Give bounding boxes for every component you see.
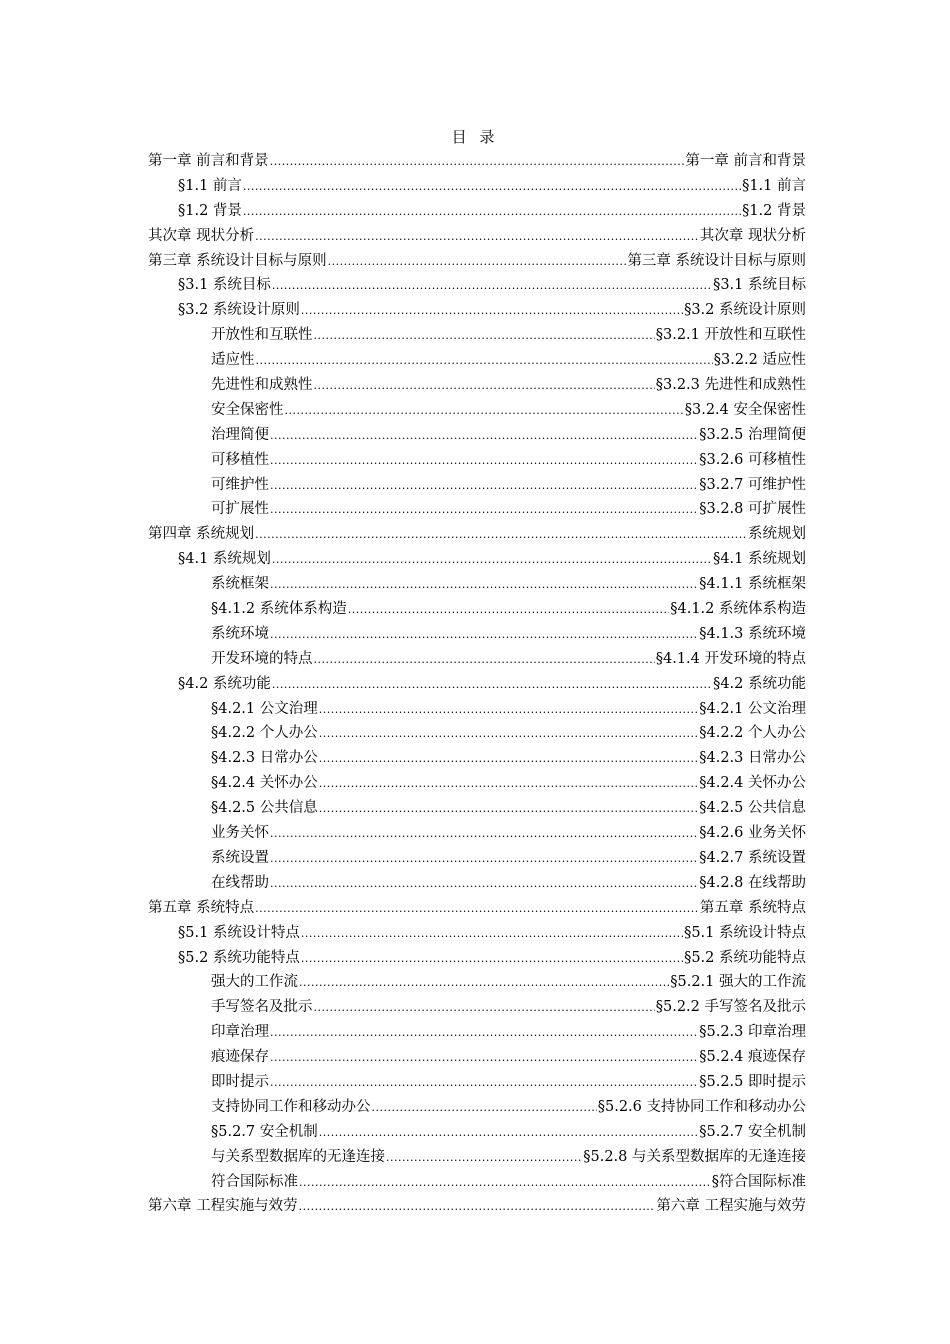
toc-entry-title: 印章治理	[211, 1024, 269, 1041]
toc-entry-reference: §5.2.2 手写签名及批示	[655, 999, 806, 1016]
toc-entry[interactable]	[148, 348, 806, 373]
toc-entry-reference: §3.2.2 适应性	[713, 352, 806, 369]
toc-dot-leader	[270, 847, 698, 872]
toc-entry-title: 安全保密性	[211, 401, 284, 418]
toc-dot-leader	[255, 897, 699, 922]
toc-entry-reference: 第一章 前言和背景	[685, 153, 806, 169]
toc-dot-leader	[299, 971, 669, 996]
toc-entry-title: §5.2 系统功能特点	[178, 949, 300, 966]
toc-entry[interactable]	[148, 1095, 806, 1120]
toc-entry-title: 第五章 系统特点	[148, 899, 255, 916]
toc-entry-reference: §3.2.1 开放性和互联性	[655, 327, 806, 344]
toc-dot-leader	[270, 822, 698, 847]
toc-entry-title: §4.2.1 公文治理	[211, 700, 318, 717]
toc-entry-reference: §4.2.7 系统设置	[699, 849, 806, 866]
toc-entry[interactable]	[148, 398, 806, 423]
toc-dot-leader	[255, 523, 747, 548]
toc-entry[interactable]	[148, 298, 806, 323]
toc-entry[interactable]	[148, 746, 806, 771]
toc-entry-title: 符合国际标准	[211, 1173, 298, 1190]
toc-entry[interactable]	[148, 224, 806, 249]
toc-entry[interactable]	[148, 995, 806, 1020]
toc-dot-leader	[314, 374, 655, 399]
toc-entry-reference: §5.2.8 与关系型数据库的无逢连接	[583, 1148, 806, 1165]
toc-entry-title: 适应性	[211, 352, 255, 369]
toc-entry-reference: 系统规划	[748, 526, 806, 543]
toc-entry-title: 开发环境的特点	[211, 650, 313, 667]
toc-dot-leader	[299, 1195, 656, 1220]
toc-dot-leader	[270, 498, 698, 523]
toc-entry-reference: §3.2.5 治理简便	[699, 426, 806, 443]
toc-dot-leader	[299, 1171, 711, 1196]
toc-dot-leader	[272, 673, 712, 698]
toc-entry[interactable]	[148, 1145, 806, 1170]
toc-entry[interactable]	[148, 473, 806, 498]
toc-dot-leader	[319, 747, 698, 772]
toc-dot-leader	[270, 150, 685, 175]
toc-entry[interactable]	[148, 497, 806, 522]
toc-entry-title: 先进性和成熟性	[211, 377, 313, 394]
toc-dot-leader	[255, 225, 699, 250]
toc-entry-reference: §4.1.3 系统环境	[699, 625, 806, 642]
toc-dot-leader	[319, 698, 698, 723]
toc-entry[interactable]	[148, 273, 806, 298]
toc-entry-title: 治理简便	[211, 426, 269, 443]
toc-entry-reference: 第五章 系统特点	[699, 899, 806, 916]
toc-entry-reference: §5.2.3 印章治理	[699, 1024, 806, 1041]
toc-dot-leader	[319, 1121, 698, 1146]
toc-entry-title: 系统环境	[211, 625, 269, 642]
toc-dot-leader	[270, 1021, 698, 1046]
toc-entry[interactable]	[148, 373, 806, 398]
toc-list	[148, 149, 806, 1219]
toc-dot-leader	[301, 947, 683, 972]
toc-entry-title: §1.2 背景	[178, 202, 242, 219]
toc-entry-reference: §符合国际标准	[711, 1173, 806, 1190]
toc-entry-title: §4.2 系统功能	[178, 675, 271, 692]
toc-dot-leader	[243, 200, 741, 225]
toc-entry-reference: §3.2 系统设计原则	[684, 302, 806, 319]
toc-dot-leader	[328, 250, 627, 275]
toc-dot-leader	[270, 573, 698, 598]
toc-entry[interactable]	[148, 921, 806, 946]
toc-entry[interactable]	[148, 423, 806, 448]
toc-entry-reference: §4.2.3 日常办公	[699, 750, 806, 767]
toc-entry-reference: §4.2.8 在线帮助	[699, 874, 806, 891]
toc-dot-leader	[348, 598, 669, 623]
toc-dot-leader	[270, 424, 698, 449]
toc-entry[interactable]	[148, 672, 806, 697]
toc-entry-reference: §3.2.6 可移植性	[699, 451, 806, 468]
toc-dot-leader	[372, 1096, 597, 1121]
toc-entry-title: 在线帮助	[211, 874, 269, 891]
toc-entry[interactable]	[148, 771, 806, 796]
toc-entry-title: §4.1 系统规划	[178, 551, 271, 568]
toc-entry[interactable]	[148, 547, 806, 572]
toc-dot-leader	[272, 274, 712, 299]
toc-entry[interactable]	[148, 597, 806, 622]
toc-entry-reference: 第六章 工程实施与效劳	[656, 1198, 806, 1215]
toc-entry-title: 可扩展性	[211, 501, 269, 518]
toc-entry-title: 第三章 系统设计目标与原则	[148, 252, 327, 269]
toc-entry[interactable]	[148, 697, 806, 722]
toc-entry-reference: §4.1 系统规划	[713, 551, 806, 568]
toc-entry-title: §4.2.5 公共信息	[211, 800, 318, 817]
toc-dot-leader	[319, 772, 698, 797]
toc-entry-title: §3.1 系统目标	[178, 277, 271, 294]
toc-entry-reference: §4.2 系统功能	[713, 675, 806, 692]
toc-entry-title: 可移植性	[211, 451, 269, 468]
toc-dot-leader	[319, 722, 698, 747]
toc-entry-reference: 第三章 系统设计目标与原则	[627, 252, 806, 269]
toc-entry-title: 其次章 现状分析	[148, 227, 255, 244]
toc-entry-title: 第四章 系统规划	[148, 526, 255, 543]
toc-entry[interactable]	[148, 1120, 806, 1145]
toc-entry[interactable]	[148, 572, 806, 597]
toc-dot-leader	[301, 922, 683, 947]
toc-entry[interactable]	[148, 448, 806, 473]
toc-entry-reference: §4.2.4 关怀办公	[699, 775, 806, 792]
toc-entry-title: 痕迹保存	[211, 1049, 269, 1066]
toc-entry-reference: §4.2.6 业务关怀	[699, 825, 806, 842]
toc-entry-reference: §4.1.2 系统体系构造	[670, 601, 806, 618]
toc-entry-title: 可维护性	[211, 476, 269, 493]
toc-entry-title: 即时提示	[211, 1073, 269, 1090]
toc-entry-reference: §3.2.3 先进性和成熟性	[655, 377, 806, 394]
toc-entry[interactable]	[148, 149, 806, 174]
toc-entry-title: 强大的工作流	[211, 974, 298, 991]
toc-entry-title: 第六章 工程实施与效劳	[148, 1198, 298, 1215]
toc-entry[interactable]	[148, 821, 806, 846]
toc-entry[interactable]	[148, 647, 806, 672]
toc-entry[interactable]	[148, 1045, 806, 1070]
toc-dot-leader	[386, 1146, 582, 1171]
toc-entry-title: §4.2.4 关怀办公	[211, 775, 318, 792]
toc-dot-leader	[270, 449, 698, 474]
toc-entry[interactable]	[148, 946, 806, 971]
toc-entry-reference: §3.2.4 安全保密性	[684, 401, 806, 418]
toc-entry-reference: §4.1.4 开发环境的特点	[655, 650, 806, 667]
toc-dot-leader	[270, 623, 698, 648]
toc-entry-title: 手写签名及批示	[211, 999, 313, 1016]
toc-entry-reference: §5.2.5 即时提示	[699, 1073, 806, 1090]
toc-entry-title: §5.1 系统设计特点	[178, 924, 300, 941]
toc-entry-title: §3.2 系统设计原则	[178, 302, 300, 319]
toc-entry[interactable]	[148, 871, 806, 896]
toc-entry[interactable]	[148, 199, 806, 224]
toc-entry-title: §4.2.3 日常办公	[211, 750, 318, 767]
toc-entry-reference: §4.2.1 公文治理	[699, 700, 806, 717]
toc-entry-reference: §4.2.2 个人办公	[699, 725, 806, 742]
toc-entry-reference: §5.2.1 强大的工作流	[670, 974, 806, 991]
toc-entry-title: 与关系型数据库的无逢连接	[211, 1148, 385, 1165]
toc-entry-reference: §5.2.7 安全机制	[699, 1123, 806, 1140]
toc-dot-leader	[314, 996, 655, 1021]
toc-entry[interactable]	[148, 1020, 806, 1045]
toc-entry-reference: §4.1.1 系统框架	[699, 576, 806, 593]
toc-entry[interactable]	[148, 522, 806, 547]
toc-dot-leader	[270, 1071, 698, 1096]
toc-entry-title: §5.2.7 安全机制	[211, 1123, 318, 1140]
toc-entry[interactable]	[148, 622, 806, 647]
toc-entry-reference: §5.1 系统设计特点	[684, 924, 806, 941]
toc-entry-reference: §5.2 系统功能特点	[684, 949, 806, 966]
toc-entry-reference: 其次章 现状分析	[699, 227, 806, 244]
toc-entry[interactable]	[148, 896, 806, 921]
toc-entry-title: 第一章 前言和背景	[148, 153, 269, 169]
toc-entry-title: 系统框架	[211, 576, 269, 593]
toc-entry-reference: §4.2.5 公共信息	[699, 800, 806, 817]
toc-entry[interactable]	[148, 1194, 806, 1219]
toc-entry[interactable]	[148, 846, 806, 871]
toc-entry[interactable]	[148, 721, 806, 746]
toc-dot-leader	[270, 872, 698, 897]
toc-dot-leader	[272, 548, 712, 573]
toc-entry-reference: §3.1 系统目标	[713, 277, 806, 294]
toc-entry-title: 业务关怀	[211, 825, 269, 842]
toc-dot-leader	[270, 474, 698, 499]
toc-dot-leader	[285, 399, 684, 424]
toc-dot-leader	[301, 299, 683, 324]
toc-entry-title: 支持协同工作和移动办公	[211, 1098, 371, 1115]
toc-entry[interactable]	[148, 1170, 806, 1195]
toc-dot-leader	[243, 175, 741, 200]
toc-dot-leader	[314, 324, 655, 349]
toc-entry-title: §1.1 前言	[178, 177, 242, 194]
toc-dot-leader	[319, 797, 698, 822]
toc-dot-leader	[314, 648, 655, 673]
toc-entry[interactable]	[148, 796, 806, 821]
toc-entry-reference: §3.2.8 可扩展性	[699, 501, 806, 518]
toc-entry-title: §4.1.2 系统体系构造	[211, 601, 347, 618]
toc-dot-leader	[256, 349, 713, 374]
toc-entry[interactable]	[148, 249, 806, 274]
toc-entry-title: §4.2.2 个人办公	[211, 725, 318, 742]
toc-entry[interactable]	[148, 323, 806, 348]
toc-entry[interactable]	[148, 970, 806, 995]
toc-entry-title: 开放性和互联性	[211, 327, 313, 344]
toc-dot-leader	[270, 1046, 698, 1071]
toc-entry-title: 系统设置	[211, 849, 269, 866]
toc-entry-reference: §5.2.4 痕迹保存	[699, 1049, 806, 1066]
toc-title: 目 录	[451, 128, 499, 146]
toc-entry-reference: §1.2 背景	[742, 202, 806, 219]
toc-entry-reference: §3.2.7 可维护性	[699, 476, 806, 493]
toc-entry[interactable]	[148, 1070, 806, 1095]
toc-entry-reference: §5.2.6 支持协同工作和移动办公	[597, 1098, 806, 1115]
toc-entry[interactable]	[148, 174, 806, 199]
toc-entry-reference: §1.1 前言	[742, 177, 806, 194]
